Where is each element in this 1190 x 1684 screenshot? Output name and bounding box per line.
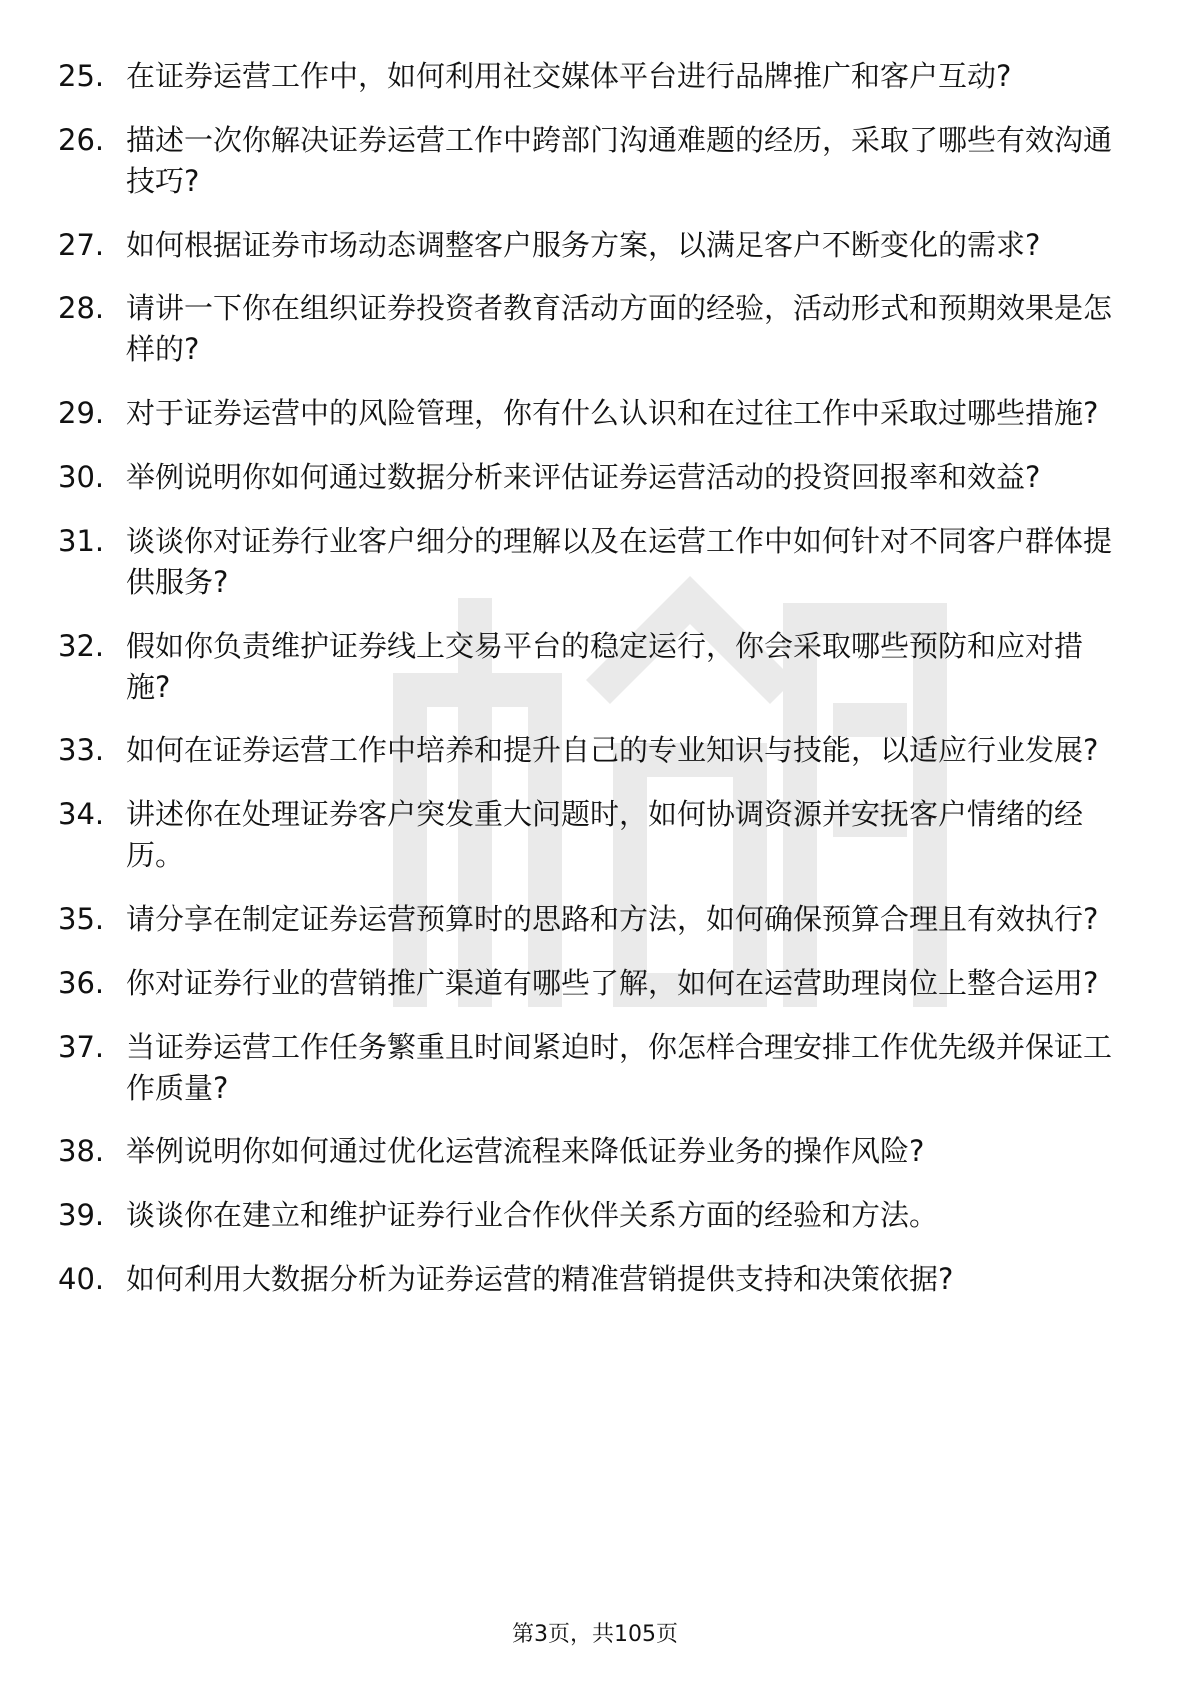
question-number: 37. xyxy=(58,1029,105,1064)
question-number: 27. xyxy=(58,227,105,262)
question-number: 40. xyxy=(58,1261,105,1296)
question-item xyxy=(58,288,1118,370)
page-number-footer: 第3页，共105页 xyxy=(512,1622,678,1647)
question-list xyxy=(58,56,1118,1323)
question-text: 你对证券行业的营销推广渠道有哪些了解，如何在运营助理岗位上整合运用? xyxy=(126,965,1099,1000)
question-text: 描述一次你解决证券运营工作中跨部门沟通难题的经历，采取了哪些有效沟通技巧? xyxy=(126,122,1113,198)
question-number: 26. xyxy=(58,122,105,157)
question-number: 30. xyxy=(58,459,105,494)
question-text: 在证券运营工作中，如何利用社交媒体平台进行品牌推广和客户互动? xyxy=(126,59,1012,93)
question-text: 谈谈你对证券行业客户细分的理解以及在运营工作中如何针对不同客户群体提供服务? xyxy=(126,523,1113,599)
question-text: 请分享在制定证券运营预算时的思路和方法，如何确保预算合理且有效执行? xyxy=(126,901,1099,936)
question-text: 当证券运营工作任务繁重且时间紧迫时，你怎样合理安排工作优先级并保证工作质量? xyxy=(126,1029,1113,1105)
question-item xyxy=(58,899,1118,940)
question-number: 25. xyxy=(58,59,105,93)
question-number: 32. xyxy=(58,628,105,663)
question-item xyxy=(58,56,1118,97)
question-item xyxy=(58,521,1118,603)
question-text: 举例说明你如何通过数据分析来评估证券运营活动的投资回报率和效益? xyxy=(126,459,1041,494)
question-item xyxy=(58,393,1118,434)
question-text: 如何利用大数据分析为证券运营的精准营销提供支持和决策依据? xyxy=(126,1261,954,1296)
question-number: 29. xyxy=(58,396,105,431)
question-item xyxy=(58,1195,1118,1236)
question-text: 谈谈你在建立和维护证券行业合作伙伴关系方面的经验和方法。 xyxy=(126,1198,939,1233)
question-text: 如何根据证券市场动态调整客户服务方案，以满足客户不断变化的需求? xyxy=(126,227,1041,262)
question-text: 请讲一下你在组织证券投资者教育活动方面的经验，活动形式和预期效果是怎样的? xyxy=(126,291,1113,367)
question-number: 34. xyxy=(58,797,105,832)
question-number: 39. xyxy=(58,1198,105,1233)
question-item xyxy=(58,1259,1118,1300)
question-item xyxy=(58,120,1118,202)
question-number: 28. xyxy=(58,291,105,326)
question-item xyxy=(58,730,1118,771)
question-item xyxy=(58,794,1118,876)
question-item xyxy=(58,225,1118,266)
question-item xyxy=(58,1027,1118,1109)
question-item xyxy=(58,1131,1118,1172)
question-item xyxy=(58,963,1118,1004)
question-text: 对于证券运营中的风险管理，你有什么认识和在过往工作中采取过哪些措施? xyxy=(126,396,1099,431)
question-item xyxy=(58,626,1118,708)
question-number: 33. xyxy=(58,733,105,768)
question-number: 31. xyxy=(58,523,105,558)
question-number: 38. xyxy=(58,1134,105,1169)
question-text: 如何在证券运营工作中培养和提升自己的专业知识与技能，以适应行业发展? xyxy=(126,733,1099,768)
question-text: 讲述你在处理证券客户突发重大问题时，如何协调资源并安抚客户情绪的经历。 xyxy=(126,797,1084,873)
question-text: 举例说明你如何通过优化运营流程来降低证券业务的操作风险? xyxy=(126,1134,925,1169)
question-item xyxy=(58,457,1118,498)
question-number: 35. xyxy=(58,901,105,936)
question-number: 36. xyxy=(58,965,105,1000)
question-text: 假如你负责维护证券线上交易平台的稳定运行，你会采取哪些预防和应对措施? xyxy=(126,628,1084,704)
